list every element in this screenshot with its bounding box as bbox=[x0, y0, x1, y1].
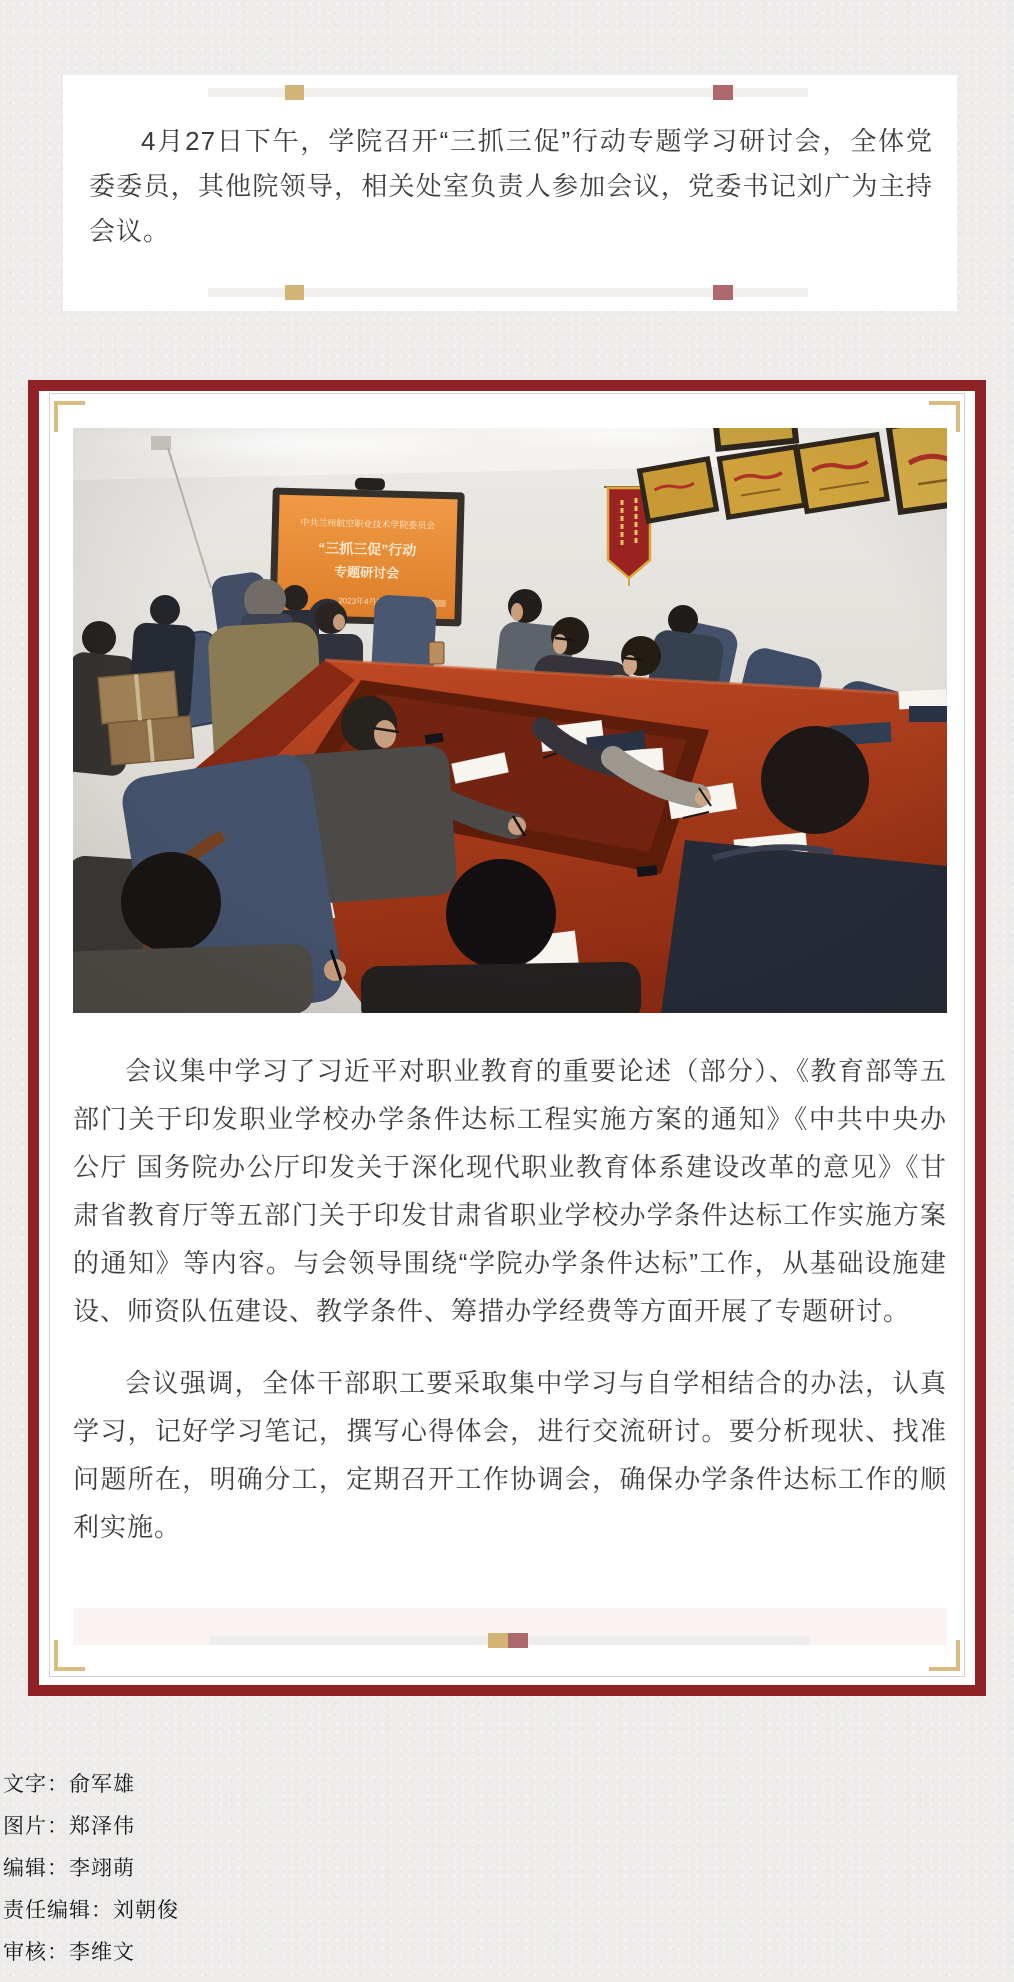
card-footer-band bbox=[73, 1608, 947, 1645]
intro-paragraph: 4月27日下午，学院召开“三抓三促”行动专题学习研讨会，全体党委委员，其他院领导，相关处室负责人参加会议，党委书记刘广为主持会议。 bbox=[89, 126, 933, 246]
meeting-photo[interactable] bbox=[73, 428, 947, 1013]
footer-divider bbox=[210, 1636, 810, 1645]
credit-line-chief-editor: 责任编辑：刘朝俊 bbox=[3, 1899, 179, 1922]
article-body bbox=[73, 1047, 947, 1575]
credit-line-reviewer: 审核：李维文 bbox=[3, 1941, 135, 1964]
intro-card bbox=[63, 75, 957, 311]
gold-square-decoration bbox=[488, 1633, 508, 1648]
red-square-decoration bbox=[713, 85, 733, 100]
red-square-decoration bbox=[508, 1633, 528, 1648]
article-card bbox=[28, 380, 986, 1696]
intro-divider-top bbox=[208, 88, 808, 97]
gold-square-decoration bbox=[285, 85, 304, 100]
meeting-photo-illustration bbox=[73, 428, 947, 1013]
gold-square-decoration bbox=[285, 285, 304, 300]
red-square-decoration bbox=[713, 285, 733, 300]
credit-line-text: 文字：俞军雄 bbox=[3, 1773, 135, 1796]
body-paragraph-2: 会议强调，全体干部职工要采取集中学习与自学相结合的办法，认真学习，记好学习笔记，撰写心得体会，进行交流研讨。要分析现状、找准问题所在，明确分工，定期召开工作协调会，确保办学条件达标工作的顺利实施。 bbox=[73, 1368, 947, 1542]
intro-divider-bottom bbox=[208, 288, 808, 297]
credit-line-photo: 图片：郑泽伟 bbox=[3, 1815, 135, 1838]
body-paragraph-1: 会议集中学习了习近平对职业教育的重要论述（部分）、《教育部等五部门关于印发职业学校办学条件达标工程实施方案的通知》《中共中央办公厅 国务院办公厅印发关于深化现代职业教育体系建设改革的意见》《甘肃省教育厅等五部门关于印发甘肃省职业学校办学条件达标工作实施方案的通知》等内容。与会领导围绕“学院办学条件达标”工作，从基础设施建设、师资队伍建设、教学条件、筹措办学经费等方面开展了专题研讨。 bbox=[73, 1056, 947, 1326]
photo-vignette bbox=[73, 428, 947, 1013]
credit-line-editor: 编辑：李翊萌 bbox=[3, 1857, 135, 1880]
credits-block bbox=[3, 1764, 179, 1974]
